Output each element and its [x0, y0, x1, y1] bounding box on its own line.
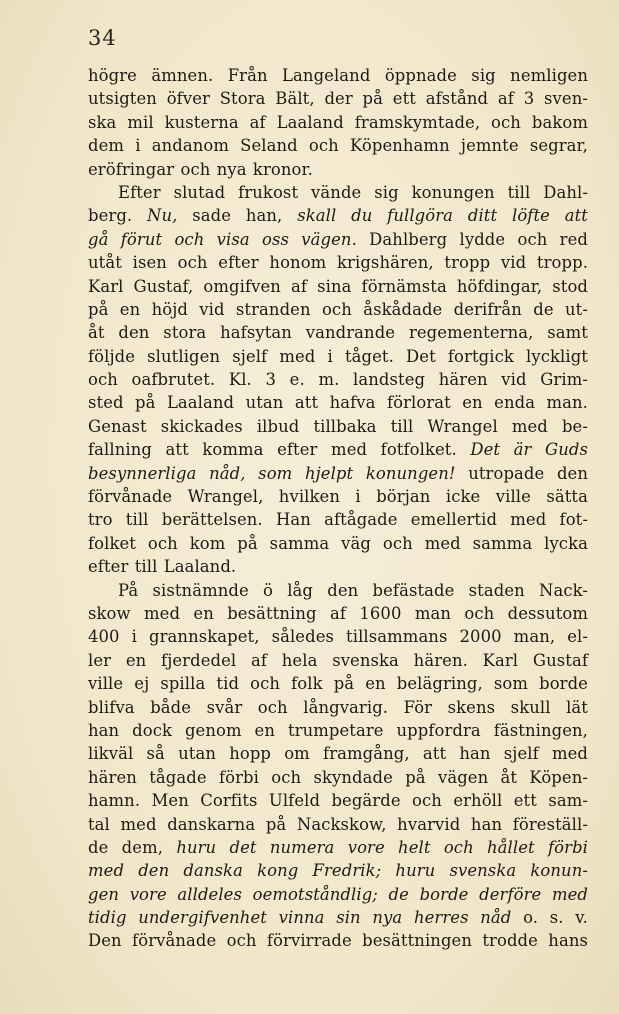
- text-segment: högre ämnen. Från Langeland öppnade sig nemligen: [88, 66, 588, 85]
- text-segment: ska mil kusterna af Laaland framskymtade, och bakom: [88, 112, 588, 132]
- italic-text: gå förut och visa oss vägen.: [88, 229, 357, 249]
- text-segment: På sistnämnde ö låg den befästade staden Nack-: [118, 580, 588, 600]
- italic-text: besynnerliga nåd, som hjelpt konungen!: [88, 463, 456, 483]
- text-segment: utsigten öfver Stora Bält, der på ett afstånd af 3 sven-: [88, 89, 588, 109]
- text-line: [88, 251, 588, 274]
- text-segment: likväl så utan hopp om framgång, att han sjelf med: [88, 744, 588, 764]
- text-segment: han dock genom en trumpetare uppfordra fästningen,: [88, 720, 588, 740]
- text-segment: Efter slutad frukost vände sig konungen till Dahl-: [118, 182, 588, 202]
- text-segment: dem i andanom Seland och Köpenhamn jemnte segrar,: [88, 136, 588, 156]
- italic-text: tidig undergifvenhet vinna sin nya herres nåd: [88, 908, 512, 928]
- text-line: [88, 134, 588, 157]
- text-segment: ville ej spilla tid och folk på en belägring, som borde: [88, 674, 588, 694]
- text-segment: Karl Gustaf, omgifven af sina förnämsta höfdingar, stod: [88, 276, 588, 296]
- text-segment: hären tågade förbi och skyndade på vägen åt Köpen-: [88, 767, 588, 787]
- text-segment: Den förvånade och förvirrade besättningen trodde hans: [88, 931, 588, 951]
- text-segment: på en höjd vid stranden och åskådade derifrån de ut-: [88, 299, 588, 319]
- text-line: [88, 485, 588, 508]
- text-line: [88, 649, 588, 672]
- text-line: [88, 415, 588, 438]
- text-segment: fallning att komma efter med fotfolket.: [88, 440, 471, 460]
- text-line: [88, 859, 588, 882]
- text-line: [88, 111, 588, 134]
- italic-text: Det är Guds: [470, 440, 589, 460]
- text-segment: följde slutligen sjelf med i tåget. Det fortgick lyckligt: [88, 346, 588, 366]
- text-line: [88, 579, 588, 602]
- text-line: [88, 275, 588, 298]
- italic-text: gen vore alldeles oemotståndlig; de borde derföre med: [88, 884, 588, 904]
- text-line: [88, 719, 588, 742]
- text-line: [88, 298, 588, 321]
- italic-text: huru det numera vore helt och hållet förbi: [176, 837, 589, 857]
- text-line: [88, 508, 588, 531]
- text-segment: ler en fjerdedel af hela svenska hären. Karl Gustaf: [88, 650, 588, 670]
- text-line: [88, 789, 588, 812]
- text-line: [88, 438, 588, 461]
- text-segment: förvånade Wrangel, hvilken i början icke ville sätta: [88, 487, 588, 507]
- text-line: [88, 391, 588, 414]
- text-segment: efter till Laaland.: [88, 557, 237, 577]
- text-segment: folket och kom på samma väg och med samma lycka: [88, 533, 588, 553]
- text-line: [88, 672, 588, 695]
- text-line: [88, 742, 588, 765]
- text-segment: sted på Laaland utan att hafva förlorat en enda man.: [88, 393, 588, 413]
- text-line: [88, 228, 588, 251]
- text-line: [88, 929, 588, 952]
- italic-text: skall du fullgöra ditt löfte att: [297, 206, 588, 226]
- text-line: [88, 813, 588, 836]
- text-segment: Dahlberg lydde och red: [356, 229, 588, 249]
- body-text: [88, 64, 588, 953]
- text-segment: och oafbrutet. Kl. 3 e. m. landsteg hären vid Grim-: [88, 370, 588, 390]
- text-line: [88, 345, 588, 368]
- italic-text: Nu,: [147, 206, 178, 226]
- text-line: [88, 181, 588, 204]
- text-line: [88, 766, 588, 789]
- text-segment: de dem,: [88, 837, 177, 857]
- text-line: [88, 602, 588, 625]
- text-segment: hamn. Men Corfits Ulfeld begärde och erhöll ett sam-: [88, 791, 588, 811]
- text-segment: sade han,: [177, 206, 298, 226]
- text-line: [88, 625, 588, 648]
- text-segment: utåt isen och efter honom krigshären, tropp vid tropp.: [88, 253, 588, 273]
- text-line: [88, 462, 588, 485]
- text-line: [88, 321, 588, 344]
- text-segment: tro till berättelsen. Han aftågade emellertid med fot-: [88, 510, 588, 530]
- text-line: [88, 906, 588, 929]
- text-line: [88, 158, 588, 181]
- text-segment: berg.: [88, 206, 148, 226]
- text-segment: o. s. v.: [511, 908, 588, 928]
- text-line: [88, 532, 588, 555]
- text-segment: 400 i grannskapet, således tillsammans 2000 man, el-: [88, 627, 588, 647]
- text-segment: tal med danskarna på Nackskow, hvarvid han föreställ-: [88, 814, 588, 834]
- text-line: [88, 883, 588, 906]
- text-line: [88, 204, 588, 227]
- text-segment: skow med en besättning af 1600 man och dessutom: [88, 603, 588, 623]
- text-line: [88, 368, 588, 391]
- text-segment: blifva både svår och långvarig. För skens skull lät: [88, 697, 588, 717]
- text-line: [88, 696, 588, 719]
- text-line: [88, 555, 588, 578]
- italic-text: med den danska kong Fredrik; huru svenska konun-: [88, 861, 588, 881]
- text-segment: åt den stora hafsytan vandrande regementerna, samt: [88, 323, 588, 343]
- text-line: [88, 87, 588, 110]
- text-segment: Genast skickades ilbud tillbaka till Wrangel med be-: [88, 416, 588, 436]
- text-segment: utropade den: [455, 463, 589, 483]
- text-segment: eröfringar och nya kronor.: [88, 159, 313, 179]
- text-line: [88, 836, 588, 859]
- page-number: 34: [88, 26, 117, 50]
- text-line: [88, 64, 588, 87]
